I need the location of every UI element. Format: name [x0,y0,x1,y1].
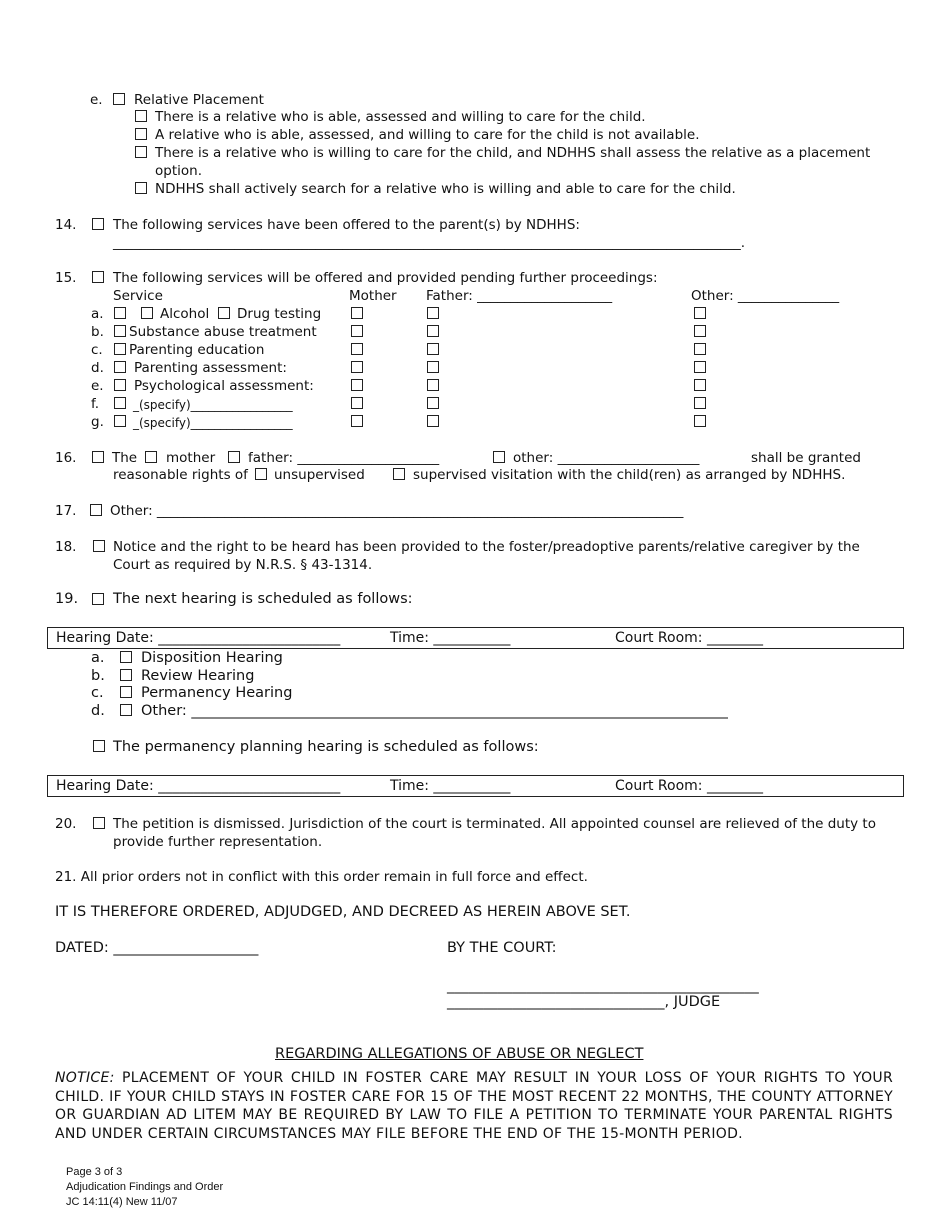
item-18-number: 18. [55,539,77,555]
hearing-type-b-letter: b. [91,668,105,684]
row-b-mother-checkbox[interactable] [351,325,363,337]
other-hearing-label[interactable]: Other: __________________________________________________________________________ [141,703,728,719]
perm-hearing-date[interactable]: Hearing Date: __________________________ [56,778,341,794]
item-16-mother-checkbox[interactable] [145,451,157,463]
supervised-label: supervised visitation with the child(ren) as arranged by NDHHS. [413,467,846,483]
service-row-a-letter: a. [91,306,104,322]
review-hearing-label: Review Hearing [141,668,255,684]
relative-option-3-cont: option. [155,163,202,179]
service-row-e-label: Psychological assessment: [134,378,314,394]
unsupervised-checkbox[interactable] [255,468,267,480]
row-a-father-checkbox[interactable] [427,307,439,319]
notice-text: PLACEMENT OF YOUR CHILD IN FOSTER CARE MAY RESULT IN YOUR LOSS OF YOUR RIGHTS TO YOUR CHILD. IF YOUR CHILD STAYS IN FOSTER CARE FOR 15 OF THE MOST RECENT 22 MONTHS, THE COUNTY ATTORNEY OR GUARDIAN AD LITEM MAY BE REQUIRED BY LAW TO FILE A PETITION TO TERMINATE YOUR PARENTAL RIGHTS AND UNDER CERTAIN CIRCUMSTANCES MAY FILE BEFORE THE END OF THE 15-MONTH PERIOD. [55,1070,893,1142]
item-16-line2: reasonable rights of [113,467,248,483]
service-row-e-letter: e. [91,378,104,394]
notice-heading: REGARDING ALLEGATIONS OF ABUSE OR NEGLECT [275,1046,644,1062]
item-17-checkbox[interactable] [90,504,102,516]
row-d-other-checkbox[interactable] [694,361,706,373]
permanency-planning-checkbox[interactable] [93,740,105,752]
service-row-c-label: Parenting education [129,342,265,358]
hearing-type-a-letter: a. [91,650,105,666]
item-20-checkbox[interactable] [93,817,105,829]
item-17-number: 17. [55,503,77,519]
item-15-checkbox[interactable] [92,271,104,283]
permanency-hearing-checkbox[interactable] [120,686,132,698]
service-row-d-letter: d. [91,360,104,376]
service-row-g-checkbox[interactable] [114,415,126,427]
col-mother-header: Mother [349,288,397,304]
row-c-other-checkbox[interactable] [694,343,706,355]
by-the-court: BY THE COURT: [447,940,557,956]
service-row-g-specify[interactable]: _(specify)_________________ [133,416,293,430]
footer-form-code: JC 14:11(4) New 11/07 [66,1196,178,1208]
service-row-c-checkbox[interactable] [114,343,126,355]
row-c-father-checkbox[interactable] [427,343,439,355]
hearing-type-c-letter: c. [91,685,104,701]
item-e-letter: e. [90,92,103,108]
service-row-b-checkbox[interactable] [114,325,126,337]
item-16-number: 16. [55,450,77,466]
relative-option-1-checkbox[interactable] [135,110,147,122]
row-d-mother-checkbox[interactable] [351,361,363,373]
service-row-b-label: Substance abuse treatment [129,324,317,340]
item-16-father-checkbox[interactable] [228,451,240,463]
service-row-f-specify[interactable]: _(specify)_________________ [133,398,293,412]
service-row-d-label: Parenting assessment: [134,360,287,376]
relative-option-1: There is a relative who is able, assessed and willing to care for the child. [155,109,646,125]
row-f-father-checkbox[interactable] [427,397,439,409]
item-15-text: The following services will be offered and provided pending further proceedings: [113,270,658,286]
item-16-the: The [112,450,138,466]
permanency-planning-text: The permanency planning hearing is scheduled as follows: [113,739,539,755]
ordered-statement: IT IS THEREFORE ORDERED, ADJUDGED, AND DECREED AS HEREIN ABOVE SET. [55,904,631,920]
item-16-other: other: _____________________ [513,450,700,466]
item-16-father: father: _____________________ [248,450,440,466]
relative-option-3-checkbox[interactable] [135,146,147,158]
item-16-checkbox[interactable] [92,451,104,463]
item-14-number: 14. [55,217,77,233]
notice-label: NOTICE: [55,1070,115,1086]
service-row-c-letter: c. [91,342,103,358]
next-hearing-box [47,627,904,649]
row-e-other-checkbox[interactable] [694,379,706,391]
perm-hearing-time[interactable]: Time: ___________ [390,778,511,794]
item-21-text: 21. All prior orders not in conflict with this order remain in full force and effect. [55,869,588,885]
item-16-granted: shall be granted [751,450,861,466]
item-14-blank[interactable]: _____________________________________________________________________________________________. [113,235,746,251]
row-d-father-checkbox[interactable] [427,361,439,373]
next-hearing-time[interactable]: Time: ___________ [390,630,511,646]
hearing-type-d-letter: d. [91,703,105,719]
item-16-mother: mother [166,450,216,466]
footer-form-title: Adjudication Findings and Order [66,1181,224,1193]
footer-page-number: Page 3 of 3 [66,1166,123,1178]
other-hearing-checkbox[interactable] [120,704,132,716]
next-hearing-court-room[interactable]: Court Room: ________ [615,630,763,646]
relative-option-4: NDHHS shall actively search for a relative who is willing and able to care for the child. [155,181,736,197]
item-19-checkbox[interactable] [92,593,104,605]
service-row-f-letter: f. [91,396,100,412]
item-18-line2: Court as required by N.R.S. § 43-1314. [113,557,373,573]
item-16-other-checkbox[interactable] [493,451,505,463]
col-other-header: Other: _______________ [691,288,840,304]
item-19-text: The next hearing is scheduled as follows: [113,591,413,607]
item-19-number: 19. [55,591,79,607]
row-c-mother-checkbox[interactable] [351,343,363,355]
item-14-text: The following services have been offered to the parent(s) by NDHHS: [113,217,580,233]
alcohol-checkbox[interactable] [141,307,153,319]
row-e-father-checkbox[interactable] [427,379,439,391]
drug-testing-label: Drug testing [237,306,322,322]
relative-option-3: There is a relative who is willing to care for the child, and NDHHS shall assess the relative as a placement [155,145,871,161]
item-17-other[interactable]: Other: ______________________________________________________________________________ [110,503,684,519]
service-row-e-checkbox[interactable] [114,379,126,391]
relative-placement-title: Relative Placement [134,92,264,108]
row-f-other-checkbox[interactable] [694,397,706,409]
drug-testing-checkbox[interactable] [218,307,230,319]
perm-hearing-court-room[interactable]: Court Room: ________ [615,778,763,794]
signature-line[interactable]: ___________________________________________ [447,978,759,994]
item-20-line1: The petition is dismissed. Jurisdiction of the court is terminated. All appointed counsel are relieved of the duty to [113,816,876,832]
dated-field[interactable]: DATED: ____________________ [55,940,259,956]
item-15-number: 15. [55,270,77,286]
row-a-mother-checkbox[interactable] [351,307,363,319]
footer [66,1165,223,1210]
service-row-d-checkbox[interactable] [114,361,126,373]
col-father-header: Father: ____________________ [426,288,613,304]
supervised-checkbox[interactable] [393,468,405,480]
row-a-other-checkbox[interactable] [694,307,706,319]
disposition-hearing-checkbox[interactable] [120,651,132,663]
item-20-number: 20. [55,816,77,832]
service-row-g-letter: g. [91,414,104,430]
item-18-line1: Notice and the right to be heard has been provided to the foster/preadoptive parents/relative caregiver by the [113,539,860,555]
review-hearing-checkbox[interactable] [120,669,132,681]
unsupervised-label: unsupervised [274,467,365,483]
item-18-checkbox[interactable] [93,540,105,552]
row-f-mother-checkbox[interactable] [351,397,363,409]
row-g-other-checkbox[interactable] [694,415,706,427]
next-hearing-date[interactable]: Hearing Date: __________________________ [56,630,341,646]
row-g-father-checkbox[interactable] [427,415,439,427]
relative-option-2: A relative who is able, assessed, and willing to care for the child is not available. [155,127,700,143]
row-e-mother-checkbox[interactable] [351,379,363,391]
item-14-checkbox[interactable] [92,218,104,230]
col-service-header: Service [113,288,163,304]
row-g-mother-checkbox[interactable] [351,415,363,427]
alcohol-label: Alcohol [160,306,210,322]
row-b-other-checkbox[interactable] [694,325,706,337]
service-row-f-checkbox[interactable] [114,397,126,409]
relative-option-2-checkbox[interactable] [135,128,147,140]
service-row-b-letter: b. [91,324,104,340]
service-row-a-checkbox[interactable] [114,307,126,319]
item-20-line2: provide further representation. [113,834,323,850]
judge-line[interactable]: ______________________________, JUDGE [447,994,721,1010]
relative-placement-checkbox[interactable] [113,93,125,105]
row-b-father-checkbox[interactable] [427,325,439,337]
disposition-hearing-label: Disposition Hearing [141,650,283,666]
notice-paragraph [55,1069,893,1143]
relative-option-4-checkbox[interactable] [135,182,147,194]
permanency-hearing-box [47,775,904,797]
permanency-hearing-label: Permanency Hearing [141,685,293,701]
